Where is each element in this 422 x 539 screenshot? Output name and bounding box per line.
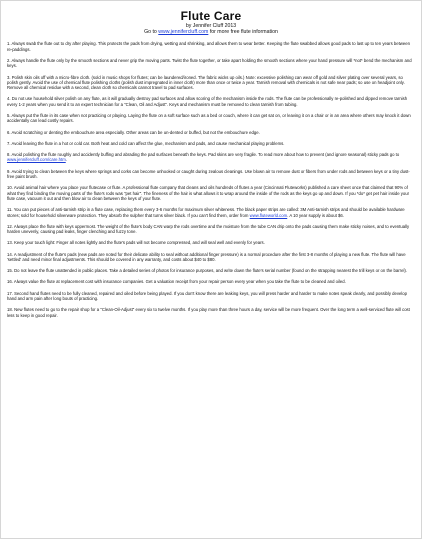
care-tip-11 (7, 207, 415, 218)
care-tips-list (7, 41, 415, 317)
care-tip-18 (7, 307, 415, 318)
care-tip-2 (7, 58, 415, 69)
care-tip-5 (7, 113, 415, 124)
care-tip-text: 10. Avoid animal hair where you place your flutecase or flute. A professional flute company that cleans and oils hundreds of flutes a year (Cincinnati Fluteworks) published a care sheet once that claimed that 90% of what they find binding the moving parts of the flute's rods was "pet hair". The fineness of the hair is what allows it to wrap around the inside of the rods as the keys go up and down. If you *do* get pet hair inside your flute case, vacuum it out and then blow air to clean between the keys of your flute. (7, 185, 410, 201)
care-tip-text: 7. Avoid leaving the flute in a hot or cold car. Both heat and cold can affect the glue, mechanism and pads, and cause mechanical playing problems. (7, 140, 285, 146)
care-tip-12 (7, 224, 415, 235)
care-tip-text: 17. Second hand flutes need to be fully cleaned, repaired and oiled before being played. If you don't know there are leaking keys, you will press harder and harder to make notes speak clearly, and possibly develop hand and arm pain after long bouts of practicing. (7, 290, 408, 301)
care-tip-text: 13. Keep your touch light: Finger all notes lightly and the flute's pads will not become compressed, and will seal well and evenly for years. (7, 240, 265, 246)
care-tip-14 (7, 252, 415, 263)
care-tip-15 (7, 268, 415, 273)
care-tip-3 (7, 75, 415, 91)
care-tip-text: 18. New flutes need to go to the repair shop for a "Clean-Oil-Adjust" every six to twelve months. If you play more than three hours a day, service will be more frequent. Over the long term a well-serviced flute will cost less to keep in good repair. (7, 307, 410, 318)
care-tip-8 (7, 152, 415, 163)
care-tip-7 (7, 141, 415, 146)
care-tip-text: 14. A readjustment of the flute's pads (new pads are noted for their delicate ability to seal without additional finger pressure) is a normal procedure after the first 3-8 months of playing a new flute. The flute will have 'settled' and need minor final adjustments. This should be covered in any warranty, and costs about $40 to $80. (7, 251, 406, 262)
document-title: Flute Care (180, 9, 242, 23)
care-tip-text: 8. Avoid polishing the flute roughly and accidently buffing and abrading the pad surfaces beneath the keys. Pad skins are very fragile. To read more about how to prevent (and ignore seasonal) sticky pads go to (7, 152, 400, 158)
care-tip-text: 16. Always value the flute at replacement cost with insurance companies. Get a valuation receipt from your repair person every year when you take the flute to be cleaned and oiled. (7, 279, 346, 285)
care-tip-text-end: . (65, 157, 67, 163)
care-tip-text: 15. Do not leave the flute unattended in public places. Take a detailed series of photos for insurance purposes, and write down the flute's serial number (found on the strapping nearest the trill keys or on the barrel). (7, 268, 407, 274)
care-tip-text: 9. Avoid trying to clean between the keys where springs and corks can become unhooked or caught during zealous cleanings. Use blown air to remove dust or fibers from under rods and between keys or a tiny dust-free paint brush. (7, 168, 410, 180)
care-tip-1 (7, 41, 415, 52)
care-tip-text: 11. You can put pieces of anti-tarnish strip in a flute case, replacing them every 3-6 months for maximum silver whiteness. The black paper strips are called: 3M Anti-tarnish strips and should be available hardware stores; sold for household silverware protection. They absorb the sulpher that turns silver black. If you can't find them, order from (7, 207, 405, 218)
care-tip-17 (7, 291, 415, 302)
website-link[interactable]: www.jennifercluff.com (158, 29, 209, 36)
care-tip-text: 12. Always place the flute with keys uppermost. The weight of the flute's body CAN warp the rods overtime and the moisture from the tube CAN drip onto the pads causing them make sticky noises, and to eventually harden unevenly, causing pad leaks, finger clenching and fuzzy tone. (7, 223, 410, 235)
care-tip-6 (7, 130, 415, 135)
document-byline: by Jennifer Cluff 2013 (185, 23, 237, 29)
care-tip-text: 5. Always put the flute in its case when not practicing or playing. Laying the flute on a soft surface such as a bed or couch, where it can get sat on, or leaving it on a chair or in an area where others may knock it down accidentally can lead costly repairs. (7, 113, 411, 124)
care-tip-16 (7, 279, 415, 284)
fluteworld-link[interactable]: www.fluteworld.com (249, 212, 288, 218)
care-tip-text: 4. Do not use household silver polish on any flute, as it will gradually destroy pad surfaces and allow scoring of the mechanism inside the rods. The flute can be professionally re-polished and dipped remove tarnish every 1-2 years when you send it to an expert technician for a "Clean, Oil and Adjust". Keys and mechanism must be removed to clean tarnish from tubing. (7, 96, 408, 107)
care-page-link[interactable]: www.jennifercluff.com/care.htm (7, 157, 66, 163)
care-tip-text: 1. Always swab the flute out to dry after playing. This protects the pads from drying, wetting and shrinking, and allows them to wear better. Keeping the flute swabbed allows good pads to last up to ten years between re-paddings. (7, 41, 410, 52)
care-tip-text: 6. Avoid scratching or denting the embouchure area especially. Other areas can be un-dented or buffed, but not the embouchure edge. (7, 129, 260, 135)
subline-pre: Go to (144, 29, 157, 36)
care-tip-13 (7, 240, 415, 245)
document-subline (7, 29, 415, 35)
care-tip-9 (7, 169, 415, 180)
care-tip-text-end: . A 10 year supply is about $6. (287, 212, 344, 218)
care-tip-4 (7, 96, 415, 107)
care-tip-text: 2. Always handle the flute only by the smooth sections and never grip the moving parts. Twist the flute together, or take apart holding the smooth sections where your hand pressure will *not* bend the mechanism and keys. (7, 57, 412, 69)
care-tip-10 (7, 185, 415, 201)
subline-post: for more free flute information (209, 29, 278, 36)
document-content (7, 9, 415, 324)
care-tip-text: 3. Polish skin oils off with a micro-fibre cloth. (sold in music shops for flutes; can be laundered/ironed. The fabric wicks up oils.) Note: excessive polishing can wear off gold and silver plating over several years, so polish gently. Avoid the use of chemical flute polishing cloths (polish dust impregnated in inner cloth) more than once or twice a year. Tarnish removal with chemicals is not safe near pads; so use on headjoint only. Remove all chemical residue with a second, clean cloth so chemicals cannot travel to pad surfaces. (7, 74, 405, 91)
